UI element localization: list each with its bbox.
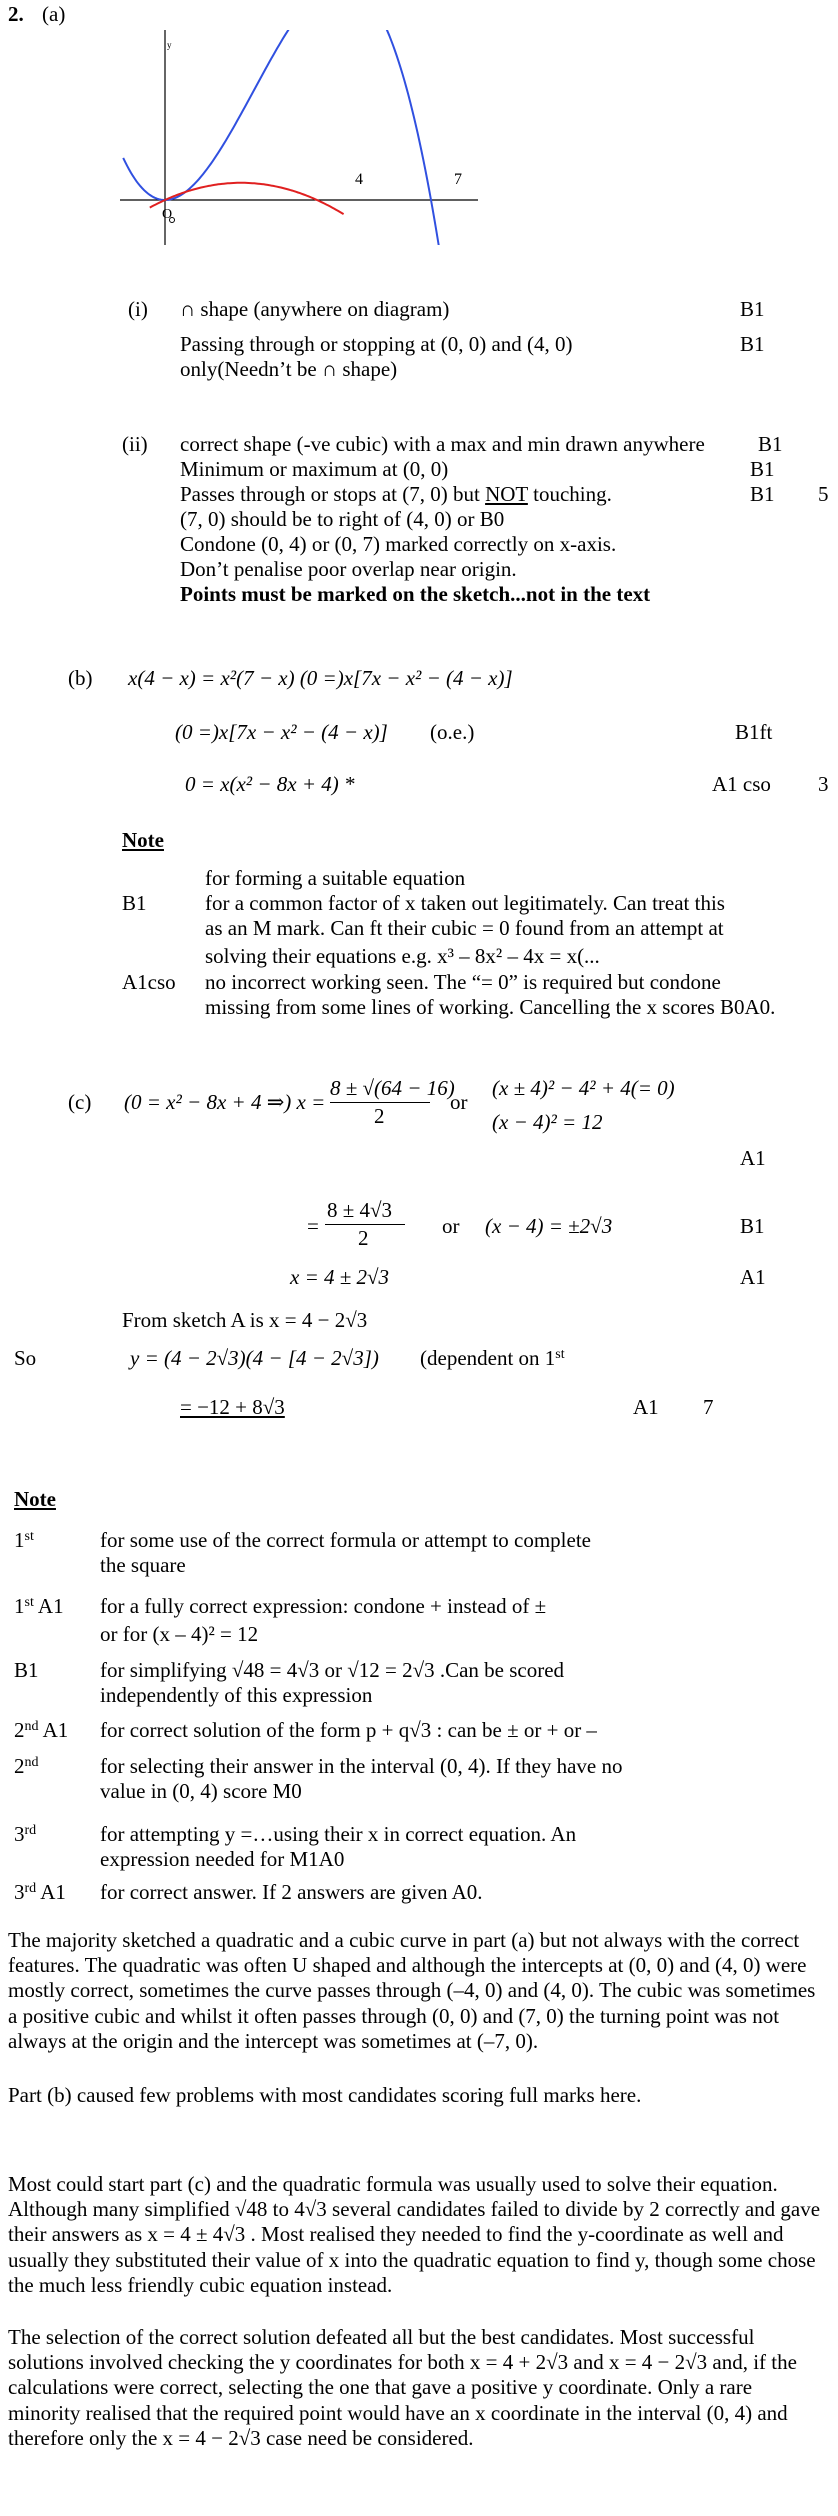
note2-text: for correct answer. If 2 answers are given A0. <box>100 1880 483 1904</box>
note2-text: for selecting their answer in the interval (0, 4). If they have no <box>100 1754 623 1778</box>
a-i-mark1: B1 <box>740 297 765 321</box>
b-eq2-note: (o.e.) <box>430 720 475 744</box>
c-dependent: (dependent on 1st <box>420 1346 565 1370</box>
note2-label: 2nd <box>14 1754 39 1778</box>
report-p2: Part (b) caused few problems with most candidates scoring full marks here. <box>8 2083 642 2107</box>
c-frac1-den: 2 <box>374 1104 385 1128</box>
a-ii-line6: Don’t penalise poor overlap near origin. <box>180 557 517 581</box>
b-note-l6: missing from some lines of working. Cancelling the x scores B0A0. <box>205 995 776 1019</box>
note2-label: 3rd A1 <box>14 1880 66 1904</box>
b-eq2: (0 =)x[7x − x² − (4 − x)] <box>175 720 388 744</box>
a-ii-label: (ii) <box>122 432 148 456</box>
a-ii-line2: Minimum or maximum at (0, 0) <box>180 457 449 481</box>
part-a-label: (a) <box>42 2 66 26</box>
note2-text: for correct solution of the form p + q√3 : can be ± or + or – <box>100 1718 597 1742</box>
x-label-7: 7 <box>454 171 462 188</box>
y-axis-label: y <box>167 40 172 50</box>
a-i-mark2: B1 <box>740 332 765 356</box>
note2-heading: Note <box>14 1487 56 1511</box>
quadratic-curve <box>150 183 344 214</box>
b-mark1: B1ft <box>735 720 773 744</box>
b-note-a1cso: A1cso <box>122 970 176 994</box>
b-note-heading: Note <box>122 828 164 852</box>
note2-text: for attempting y =…using their x in correct equation. An <box>100 1822 577 1846</box>
c-final: = −12 + 8√3 <box>180 1395 285 1419</box>
a-ii-mark1: B1 <box>758 432 783 456</box>
c-mark-b1: B1 <box>740 1214 765 1238</box>
cubic-curve <box>123 30 454 245</box>
a-ii-mark3: B1 <box>750 482 775 506</box>
note2-text: for some use of the correct formula or attempt to complete <box>100 1528 591 1552</box>
a-i-label: (i) <box>128 297 148 321</box>
c-frac1-num: 8 ± √(64 − 16) <box>330 1076 455 1100</box>
b-note-l3: as an M mark. Can ft their cubic = 0 found from an attempt at <box>205 916 724 940</box>
c-so: So <box>14 1346 37 1370</box>
origin-label: O <box>162 207 173 222</box>
a-i-line1: ∩ shape (anywhere on diagram) <box>180 297 450 321</box>
b-note-b1: B1 <box>122 891 147 915</box>
note2-label: 1st A1 <box>14 1594 64 1618</box>
sketch-graph <box>120 30 480 245</box>
a-ii-line4: (7, 0) should be to right of (4, 0) or B0 <box>180 507 505 531</box>
c-frac1-bar <box>330 1102 430 1103</box>
note2-label: 1st <box>14 1528 34 1552</box>
question-number: 2. <box>8 2 24 26</box>
b-mark2: A1 cso <box>712 772 771 796</box>
c-frac2-num: 8 ± 4√3 <box>327 1198 393 1222</box>
a-ii-line7: Points must be marked on the sketch...not in the text <box>180 582 651 606</box>
c-mark-final: A1 <box>633 1395 659 1419</box>
c-alt1: (x ± 4)² − 4² + 4(= 0) <box>492 1076 675 1100</box>
c-or2: or <box>442 1214 460 1238</box>
note2-text-cont: value in (0, 4) score M0 <box>100 1779 302 1803</box>
note2-text: for a fully correct expression: condone + instead of ± <box>100 1594 547 1618</box>
c-mark-a1a: A1 <box>740 1146 766 1170</box>
c-alt2: (x − 4)² = 12 <box>492 1110 603 1134</box>
b-note-l1: for forming a suitable equation <box>205 866 466 890</box>
note2-text-cont: the square <box>100 1553 186 1577</box>
c-total: 7 <box>703 1395 714 1419</box>
note2-label: 2nd A1 <box>14 1718 69 1742</box>
a-ii-line5: Condone (0, 4) or (0, 7) marked correctly on x-axis. <box>180 532 617 556</box>
a-ii-line1: correct shape (-ve cubic) with a max and min drawn anywhere <box>180 432 705 456</box>
c-eq2-prefix: = <box>307 1214 319 1238</box>
b-eq3: 0 = x(x² − 8x + 4) * <box>185 772 355 796</box>
note2-text-cont: expression needed for M1A0 <box>100 1847 345 1871</box>
a-i-line3: only(Needn’t be ∩ shape) <box>180 357 398 381</box>
x-label-4: 4 <box>355 171 363 188</box>
b-total: 3 <box>818 772 829 796</box>
report-p3: Most could start part (c) and the quadratic formula was usually used to solve their equation. Although many simplified √48 to 4√3 several candidates failed to divide by 2 correctly and gave their answers as x = 4 ± 4√3 . Most realised they needed to find the y-coordinate as well and usually they substituted their value of x into the quadratic equation to find y, though some chose the much less friendly cubic equation instead. <box>8 2172 821 2297</box>
a-ii-line3: Passes through or stops at (7, 0) but NOT touching. <box>180 482 612 506</box>
report-p4: The selection of the correct solution defeated all but the best candidates. Most successful solutions involved checking the y coordinates for both x = 4 + 2√3 and x = 4 − 2√3 and, if the calculations were correct, selecting the one that gave a positive y coordinate. Only a rare minority realised that the required point would have an x coordinate in the interval (0, 4) and therefore only the x = 4 − 2√3 case need be considered. <box>8 2325 797 2450</box>
c-mark-a1b: A1 <box>740 1265 766 1289</box>
c-alt3: (x − 4) = ±2√3 <box>485 1214 613 1238</box>
b-note-l5: no incorrect working seen. The “= 0” is required but condone <box>205 970 721 994</box>
c-sketch-line: From sketch A is x = 4 − 2√3 <box>122 1308 368 1332</box>
c-y-eq: y = (4 − 2√3)(4 − [4 − 2√3]) <box>130 1346 379 1370</box>
note2-text-cont: independently of this expression <box>100 1683 373 1707</box>
b-label: (b) <box>68 666 93 690</box>
c-or1: or <box>450 1090 468 1114</box>
a-total: 5 <box>818 482 829 506</box>
note2-text: for simplifying √48 = 4√3 or √12 = 2√3 .Can be scored <box>100 1658 565 1682</box>
note2-label: B1 <box>14 1658 39 1682</box>
note2-label: 3rd <box>14 1822 37 1846</box>
b-note-l4: solving their equations e.g. x³ – 8x² – 4x = x(... <box>205 944 600 968</box>
a-ii-mark2: B1 <box>750 457 775 481</box>
report-p1: The majority sketched a quadratic and a cubic curve in part (a) but not always with the correct features. The quadratic was often U shaped and although the intercepts at (0, 0) and (4, 0) were mostly correct, sometimes the curve passes through (–4, 0) and (4, 0). The cubic was sometimes a positive cubic and whilst it often passes through (0, 0) and (7, 0) the turning point was not always at the origin and the intercept was sometimes at (–7, 0). <box>8 1928 816 2053</box>
c-label: (c) <box>68 1090 92 1114</box>
c-eq1: (0 = x² − 8x + 4 ⇒) x = <box>124 1090 326 1114</box>
c-frac2-den: 2 <box>358 1226 369 1250</box>
b-note-l2: for a common factor of x taken out legitimately. Can treat this <box>205 891 725 915</box>
note2-text: or for (x – 4)² = 12 <box>100 1622 259 1646</box>
a-i-line2: Passing through or stopping at (0, 0) and (4, 0) <box>180 332 573 356</box>
c-eq3: x = 4 ± 2√3 <box>290 1265 390 1289</box>
b-eq1: x(4 − x) = x²(7 − x) (0 =)x[7x − x² − (4 − x)] <box>128 666 513 690</box>
c-frac2-bar <box>325 1224 405 1225</box>
